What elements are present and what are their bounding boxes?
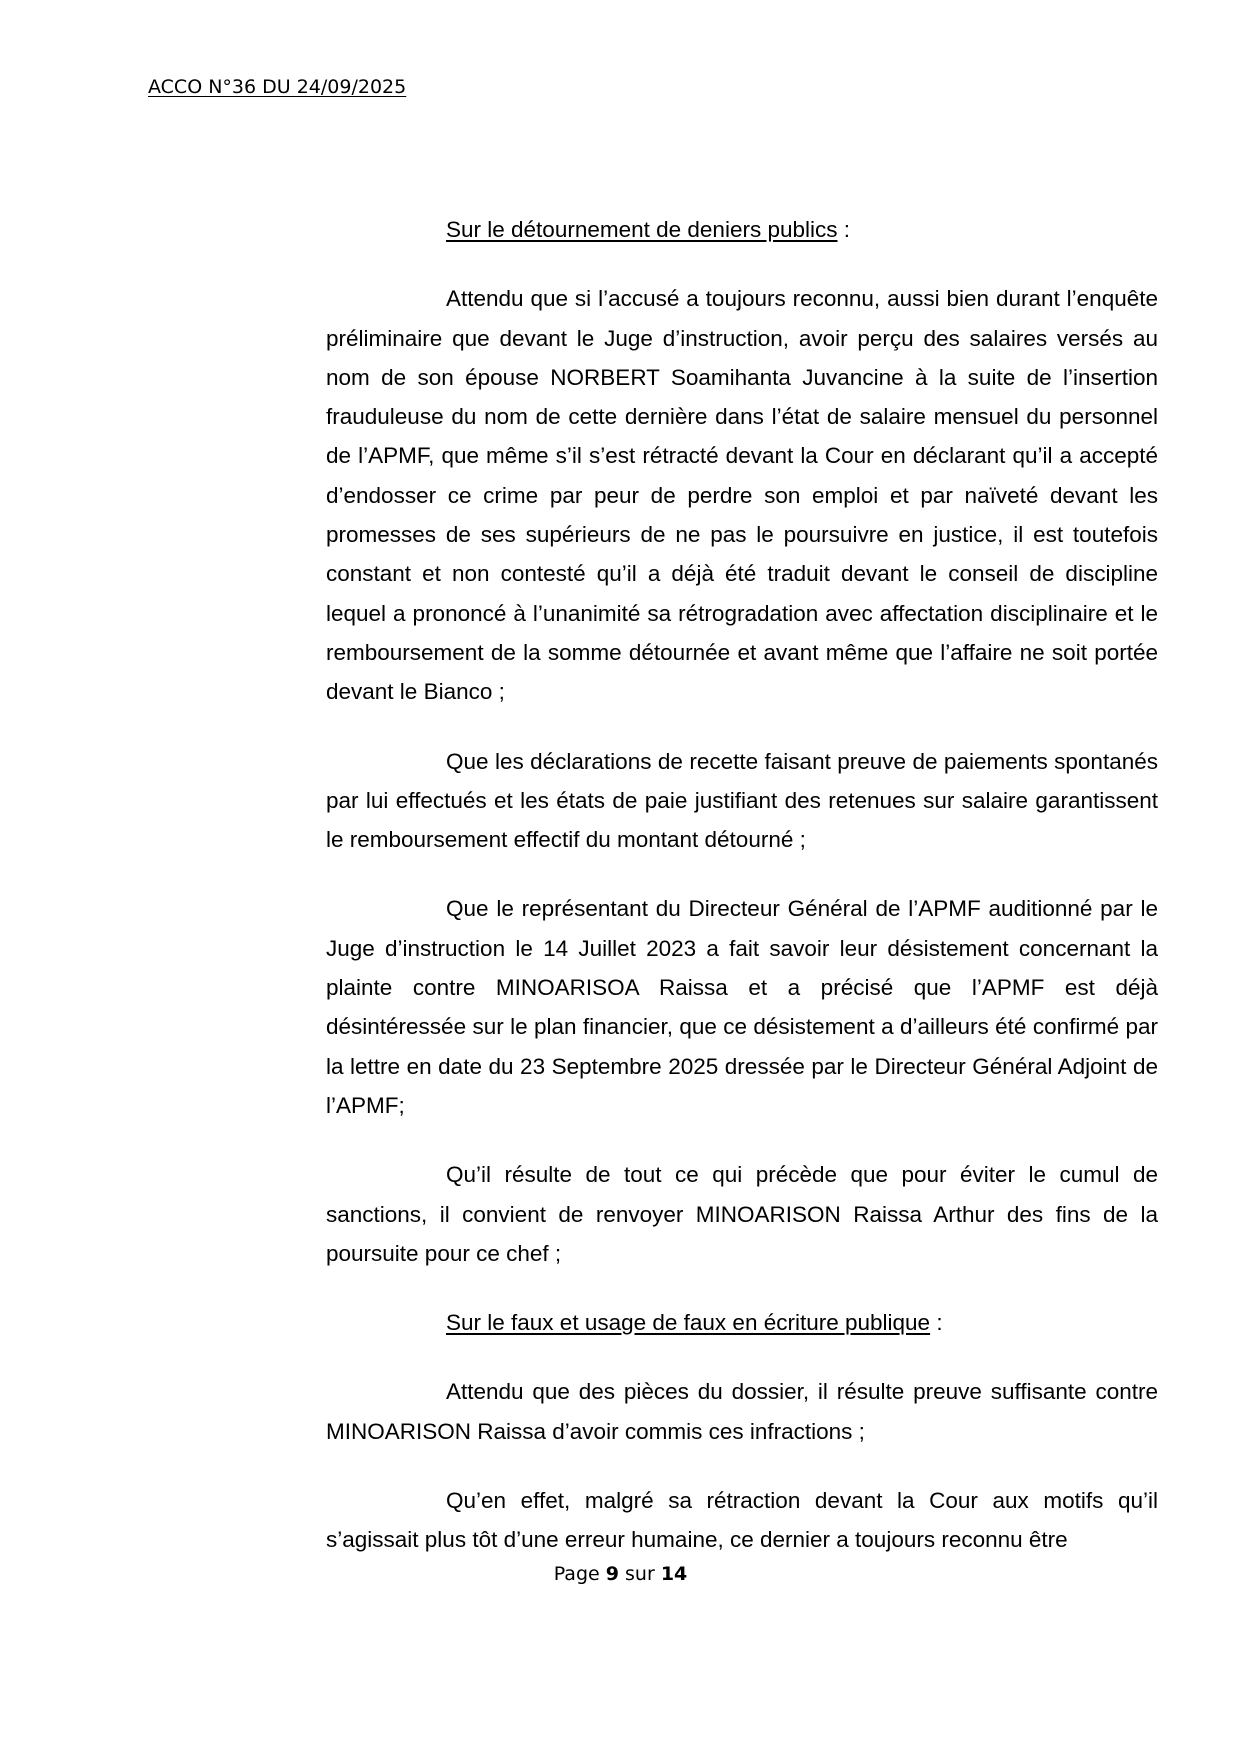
paragraph: Attendu que si l’accusé a toujours reconnu, aussi bien durant l’enquête préliminaire que devant le Juge d’instruction, avoir perçu des salaires versés au nom de son épouse NORBERT Soamihanta Juvancine à la suite de l’insertion frauduleuse du nom de cette dernière dans l’état de salaire mensuel du personnel de l’APMF, que même s’il s’est rétracté devant la Cour en déclarant qu’il a accepté d’endosser ce crime par peur de perdre son emploi et par naïveté devant les promesses de ses supérieurs de ne pas le poursuivre en justice, il est toutefois constant et non contesté qu’il a déjà été traduit devant le conseil de discipline lequel a prononcé à l’unanimité sa rétrogradation avec affectation disciplinaire et le remboursement de la somme détournée et avant même que l’affaire ne soit portée devant le Bianco ; [326,286,1158,705]
section-heading-suffix: : [930,1310,943,1336]
footer-separator: sur [618,1563,661,1585]
section-heading-title: Sur le détournement de deniers publics [446,217,838,242]
page-footer [0,1563,1241,1585]
page-total: 14 [660,1563,688,1585]
document-reference: ACCO N°36 DU 24/09/2025 [148,76,407,98]
paragraph: Qu’en effet, malgré sa rétraction devant la Cour aux motifs qu’il s’agissait plus tôt d’une erreur humaine, ce dernier a toujours reconnu être [326,1488,1158,1553]
document-body [326,210,1158,1590]
section-heading [326,1303,1158,1342]
section-faux-usage-de-faux [326,1303,1158,1559]
page-number: 9 [605,1563,619,1585]
section-heading-title: Sur le faux et usage de faux en écriture publique [446,1310,931,1336]
section-detournement [326,210,1158,1273]
footer-prefix: Page [553,1563,606,1585]
section-heading-suffix: : [837,217,851,242]
paragraph: Attendu que des pièces du dossier, il résulte preuve suffisante contre MINOARISON Raissa d’avoir commis ces infractions ; [326,1379,1158,1444]
paragraph: Que les déclarations de recette faisant preuve de paiements spontanés par lui effectués et les états de paie justifiant des retenues sur salaire garantissent le remboursement effectif du montant détourné ; [326,748,1158,853]
paragraph: Qu’il résulte de tout ce qui précède que pour éviter le cumul de sanctions, il convient de renvoyer MINOARISON Raissa Arthur des fins de la poursuite pour ce chef ; [326,1162,1158,1266]
paragraph: Que le représentant du Directeur Général de l’APMF auditionné par le Juge d’instruction le 14 Juillet 2023 a fait savoir leur désistement concernant la plainte contre MINOARISOA Raissa et a précisé que l’APMF est déjà désintéressée sur le plan financier, que ce désistement a d’ailleurs été confirmé par la lettre en date du 23 Septembre 2025 dressée par le Directeur Général Adjoint de l’APMF; [326,896,1158,1118]
section-heading [326,210,1158,249]
